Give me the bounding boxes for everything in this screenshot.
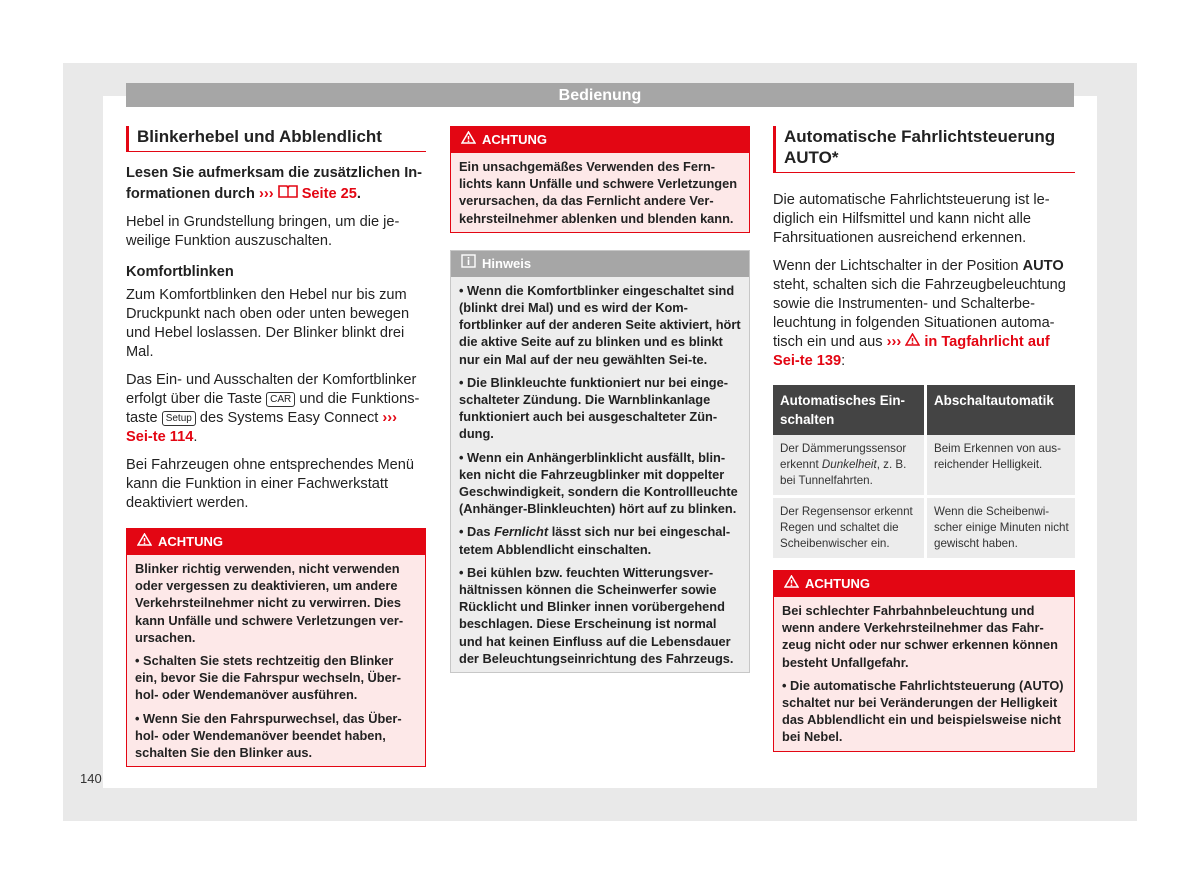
warning-label: ACHTUNG	[805, 576, 870, 591]
punct: .	[356, 186, 361, 202]
note-bullet: • Wenn die Komfortblinker eingeschaltet sind (blinkt drei Mal) und es wird der Kom-fortblinker auf der anderen Seite aktiviert, hört die aktive Seite auf zu blinken und es blinkt nur ein Mal auf der neu gewählten Sei-te.	[459, 282, 741, 367]
arrow-symbol: ›››	[382, 410, 398, 426]
note-body	[451, 277, 749, 672]
section-title: Blinkerhebel und Abblendlicht	[126, 126, 426, 152]
text: und die Funktions-taste	[126, 391, 420, 426]
section-header: Bedienung	[126, 83, 1074, 107]
page-link[interactable]: Seite 25	[301, 186, 357, 202]
paragraph	[126, 371, 426, 447]
warning-label: ACHTUNG	[158, 534, 223, 549]
paragraph	[773, 257, 1075, 371]
paragraph: Hebel in Grundstellung bringen, um die je-weilige Funktion auszuschalten.	[126, 214, 400, 249]
column-middle	[450, 126, 750, 673]
text: steht, schalten sich die Fahrzeugbeleuchtung sowie die Instrumenten- und Schalterbe-leuchtung in folgenden Situationen automa-tisch ein und aus	[773, 277, 1066, 350]
table-cell	[773, 435, 924, 495]
text: Das Ein- und Ausschalten der Komfortblinker erfolgt über die Taste	[126, 372, 417, 407]
page-link[interactable]: Sei-te 114	[126, 429, 194, 445]
table-cell: Wenn die Scheibenwi-scher einige Minuten nicht gewischt haben.	[924, 495, 1075, 558]
note-label: Hinweis	[482, 255, 532, 271]
italic-text: Fernlicht	[494, 524, 549, 540]
text: lässt sich nur bei eingeschal-tetem Abblendlicht einschalten.	[459, 524, 731, 557]
book-icon	[278, 186, 302, 202]
punct: :	[841, 353, 846, 369]
page-number: 140	[80, 771, 102, 786]
title-text: Automatische Fahrlichtsteuerung	[784, 127, 1056, 146]
punct: .	[193, 429, 198, 445]
table-header: Abschaltautomatik	[924, 385, 1075, 435]
warning-bullet: • Die automatische Fahrlichtsteuerung (AUTO) schaltet nur bei Veränderungen der Helligkeit das Abblendlicht ein und beispielsweise nicht bei Nebel.	[782, 677, 1064, 745]
italic-text: Dunkelheit	[821, 458, 877, 471]
arrow-symbol: ›››	[258, 186, 274, 202]
column-right	[773, 126, 1075, 752]
warning-body	[127, 555, 425, 766]
note-bullet: • Die Blinkleuchte funktioniert nur bei einge-schalteter Zündung. Die Warnblinkanlage funktioniert auch bei ausgeschalteter Zün-dung.	[459, 374, 728, 442]
note-header	[451, 251, 749, 277]
text: Wenn der Lichtschalter in der Position	[773, 258, 1019, 274]
warning-box	[450, 126, 750, 233]
note-bullet	[459, 523, 741, 557]
intro-text: Lesen Sie aufmerksam die zusätzlichen In-formationen durch	[126, 165, 423, 202]
setup-key-symbol: Setup	[162, 411, 196, 426]
warning-triangle-icon	[784, 571, 799, 597]
subheading: Komfortblinken	[126, 264, 234, 280]
warning-box	[773, 570, 1075, 752]
paragraph: Die automatische Fahrlichtsteuerung ist le-diglich ein Hilfsmittel und kann nicht alle Fahrsituationen ausreichend erkennen.	[773, 192, 1050, 246]
warning-text: Ein unsachgemäßes Verwenden des Fern-lichts kann Unfälle und schwere Verletzungen verursachen, da das Fernlicht andere Ver-kehrsteilnehmer ablenken und blenden kann.	[459, 159, 738, 226]
warning-bullet: • Schalten Sie stets rechtzeitig den Blinker ein, bevor Sie die Fahrspur wechseln, Über-hol- oder Wendemanöver ausführen.	[135, 653, 401, 703]
table-row	[773, 435, 1075, 495]
intro-paragraph	[126, 164, 426, 204]
section-title	[773, 126, 1075, 173]
warning-header	[451, 127, 749, 153]
table-cell: Der Regensensor erkennt Regen und schaltet die Scheibenwischer ein.	[773, 495, 924, 558]
column-left	[126, 126, 426, 767]
info-table	[773, 385, 1075, 558]
note-bullet: • Bei kühlen bzw. feuchten Witterungsver-hältnissen können die Scheinwerfer sowie Rücklicht und Blinker innen vorübergehend beschlagen. Diese Erscheinung ist normal und hat keinen Einfluss auf die Lebensdauer der Beleuchtungseinrichtung des Fahrzeugs.	[459, 564, 734, 666]
text: , z. B. bei Tunnelfahrten.	[780, 458, 907, 487]
warning-text: Blinker richtig verwenden, nicht verwenden oder vergessen zu deaktivieren, um andere Verkehrsteilnehmer nicht zu verwirren. Dies kann Unfälle und schwere Verletzungen ver-ursachen.	[135, 561, 404, 645]
warning-header	[127, 529, 425, 555]
title-text: AUTO*	[784, 148, 839, 167]
paragraph: Zum Komfortblinken den Hebel nur bis zum Druckpunkt nach oben oder unten bewegen und Hebel loslassen. Der Blinker blinkt drei Mal.	[126, 287, 410, 360]
warning-header	[774, 571, 1074, 597]
warning-text: Bei schlechter Fahrbahnbeleuchtung und wenn andere Verkehrsteilnehmer das Fahr-zeug nicht oder nur schwer erkennen können besteht Unfallgefahr.	[782, 603, 1058, 670]
info-icon	[461, 251, 476, 277]
auto-symbol: AUTO	[1022, 258, 1064, 274]
note-box	[450, 250, 750, 673]
table-row	[773, 495, 1075, 558]
warning-box	[126, 528, 426, 767]
paragraph: Bei Fahrzeugen ohne entsprechendes Menü kann die Funktion in einer Fachwerkstatt deaktiviert werden.	[126, 457, 415, 511]
text: des Systems Easy Connect	[199, 410, 379, 426]
warning-triangle-icon	[137, 529, 152, 555]
warning-body	[451, 153, 749, 232]
warning-body	[774, 597, 1074, 751]
table-cell: Beim Erkennen von aus-reichender Helligkeit.	[924, 435, 1075, 495]
warning-bullet: • Wenn Sie den Fahrspurwechsel, das Über-hol- oder Wendemanöver beendet haben, schalten Sie den Blinker aus.	[135, 710, 402, 761]
page-link[interactable]: in Tagfahrlicht auf Sei-te 139	[773, 334, 1050, 369]
arrow-symbol: ›››	[886, 334, 902, 350]
warning-triangle-icon	[905, 334, 920, 350]
note-bullet: • Wenn ein Anhängerblinklicht ausfällt, blin-ken nicht die Fahrzeugblinker mit doppelter Geschwindigkeit, sondern die Kontrollleuchte (Anhänger-Blinkleuchten) hört auf zu blinken.	[459, 449, 738, 517]
text: Der Dämmerungssensor erkennt	[780, 442, 907, 471]
text: • Das	[459, 524, 491, 540]
warning-label: ACHTUNG	[482, 132, 547, 147]
car-key-symbol: CAR	[266, 392, 295, 407]
table-header: Automatisches Ein-schalten	[773, 385, 924, 435]
warning-triangle-icon	[461, 127, 476, 153]
